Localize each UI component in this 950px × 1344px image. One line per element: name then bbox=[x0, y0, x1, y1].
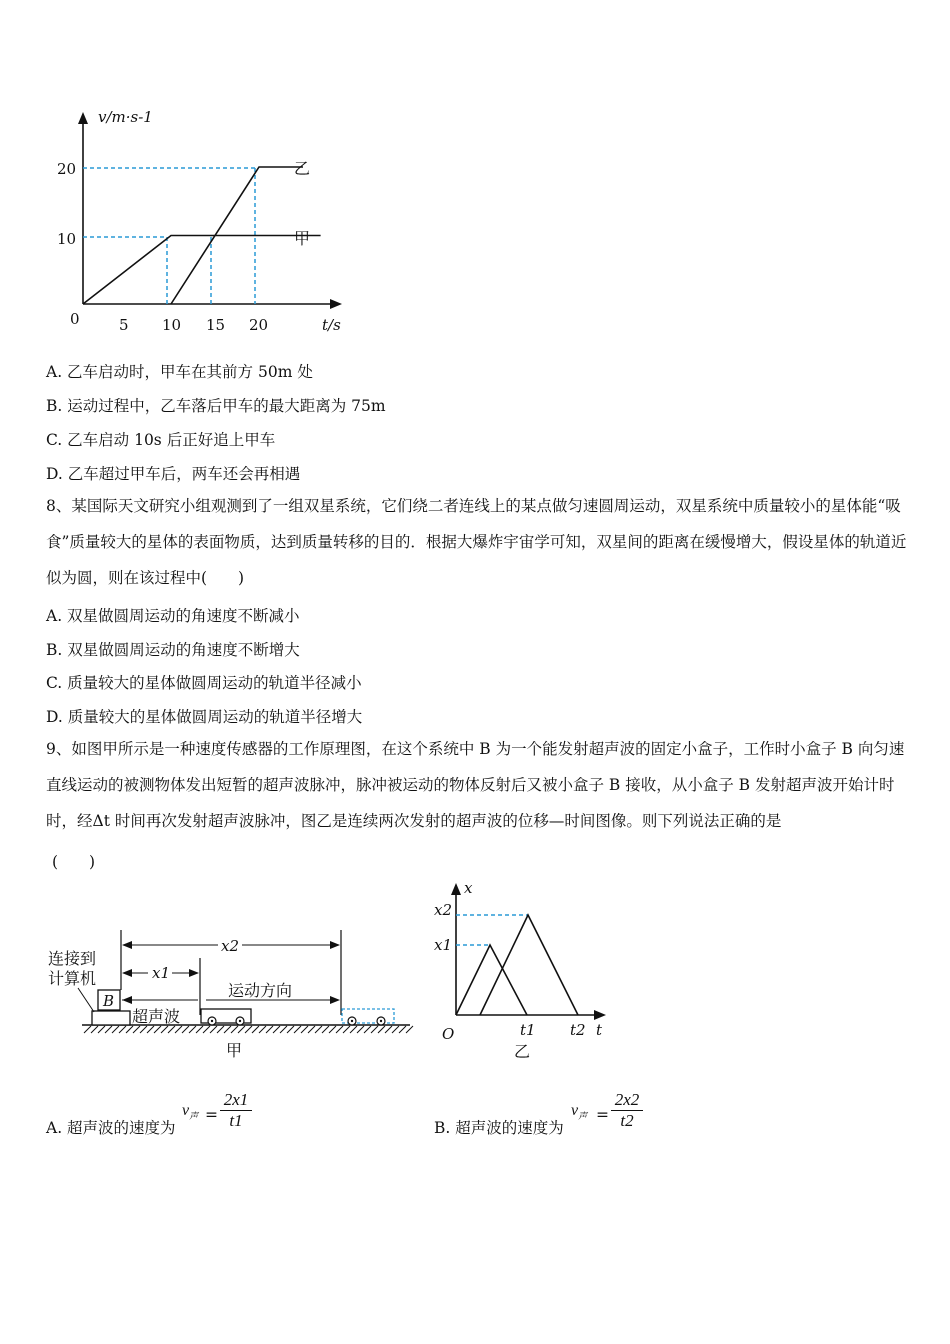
vt-x-label: t/s bbox=[322, 316, 341, 334]
hatch-stroke bbox=[322, 1026, 329, 1033]
wave-label: 超声波 bbox=[132, 1007, 181, 1026]
q9-option-b-fraction bbox=[609, 1090, 645, 1131]
hatch-stroke bbox=[231, 1026, 238, 1033]
yi-pulse-1 bbox=[456, 945, 527, 1015]
q9-a-v-sub: 声 bbox=[189, 1111, 199, 1122]
hatch-stroke bbox=[385, 1026, 392, 1033]
q7-option-d: D. 乙车超过甲车后，两车还会再相遇 bbox=[46, 465, 301, 483]
hatch-stroke bbox=[105, 1026, 112, 1033]
hatch-stroke bbox=[245, 1026, 252, 1033]
hatch-stroke bbox=[364, 1026, 371, 1033]
hatch-stroke bbox=[238, 1026, 245, 1033]
fig-jia bbox=[40, 920, 420, 1070]
box-b-label: B bbox=[103, 992, 115, 1010]
q9-option-a-fraction bbox=[218, 1090, 254, 1131]
q9-b-den: t2 bbox=[620, 1111, 634, 1130]
yi-t-label: t bbox=[596, 1021, 603, 1039]
hatch-stroke bbox=[252, 1026, 259, 1033]
dim-x2-arrow-left bbox=[122, 941, 132, 949]
dim-x2-label: x2 bbox=[221, 937, 240, 955]
yi-x1-label: x1 bbox=[434, 936, 453, 954]
hatch-stroke bbox=[273, 1026, 280, 1033]
vt-xtick-15: 15 bbox=[206, 316, 226, 334]
vt-ytick-20: 20 bbox=[57, 160, 77, 178]
direction-arrow-head bbox=[330, 996, 340, 1004]
cart-1-axle-1 bbox=[211, 1020, 213, 1022]
fig-jia-caption: 甲 bbox=[226, 1041, 243, 1060]
q8-option-d: D. 质量较大的星体做圆周运动的轨道半径增大 bbox=[46, 708, 363, 726]
vt-x-arrow bbox=[330, 299, 342, 309]
series-jia-line bbox=[83, 236, 321, 305]
ground-hatch bbox=[84, 1026, 413, 1033]
cart-2-axle-1 bbox=[351, 1020, 353, 1022]
wire bbox=[78, 988, 94, 1012]
q9-option-a-prefix: A. 超声波的速度为 bbox=[46, 1119, 176, 1137]
hatch-stroke bbox=[154, 1026, 161, 1033]
connect-label-1: 连接到 bbox=[48, 949, 97, 968]
q9-option-b-eq: = bbox=[596, 1106, 609, 1124]
q8-option-a: A. 双星做圆周运动的角速度不断减小 bbox=[46, 607, 300, 625]
series-jia-label: 甲 bbox=[294, 229, 311, 248]
q9-a-v: v bbox=[182, 1102, 190, 1119]
hatch-stroke bbox=[84, 1026, 91, 1033]
hatch-stroke bbox=[259, 1026, 266, 1033]
hatch-stroke bbox=[119, 1026, 126, 1033]
q9-a-num: 2x1 bbox=[223, 1090, 249, 1109]
hatch-stroke bbox=[217, 1026, 224, 1033]
q8-option-c: C. 质量较大的星体做圆周运动的轨道半径减小 bbox=[46, 674, 362, 692]
q9-option-a-eq: = bbox=[205, 1106, 218, 1124]
yi-t2-label: t2 bbox=[570, 1021, 586, 1039]
q9-option-b-v bbox=[571, 1102, 587, 1122]
hatch-stroke bbox=[350, 1026, 357, 1033]
hatch-stroke bbox=[399, 1026, 406, 1033]
dim-x1-label: x1 bbox=[152, 964, 171, 982]
vt-xtick-5: 5 bbox=[119, 316, 129, 334]
base-block bbox=[92, 1011, 130, 1025]
dim-x2-arrow-right bbox=[330, 941, 340, 949]
q9-option-a-v bbox=[182, 1102, 198, 1122]
hatch-stroke bbox=[147, 1026, 154, 1033]
vt-origin: 0 bbox=[70, 310, 80, 328]
q9-a-den: t1 bbox=[229, 1111, 243, 1130]
hatch-stroke bbox=[294, 1026, 301, 1033]
yi-t1-label: t1 bbox=[520, 1021, 536, 1039]
hatch-stroke bbox=[392, 1026, 399, 1033]
hatch-stroke bbox=[329, 1026, 336, 1033]
wave-arrow-head-left bbox=[122, 996, 132, 1004]
hatch-stroke bbox=[343, 1026, 350, 1033]
hatch-stroke bbox=[112, 1026, 119, 1033]
q9-b-v-sub: 声 bbox=[578, 1111, 588, 1122]
yi-x-arrow bbox=[594, 1010, 606, 1020]
direction-label: 运动方向 bbox=[228, 981, 293, 1000]
q9-option-b-prefix: B. 超声波的速度为 bbox=[434, 1119, 564, 1137]
q9-b-num: 2x2 bbox=[614, 1090, 640, 1109]
q7-option-a: A. 乙车启动时，甲车在其前方 50m 处 bbox=[46, 363, 313, 381]
vt-y-arrow bbox=[78, 112, 88, 124]
hatch-stroke bbox=[315, 1026, 322, 1033]
q9-b-v: v bbox=[571, 1102, 579, 1119]
hatch-stroke bbox=[301, 1026, 308, 1033]
q7-option-c: C. 乙车启动 10s 后正好追上甲车 bbox=[46, 431, 276, 449]
connect-label-2: 计算机 bbox=[48, 969, 97, 988]
yi-y-arrow bbox=[451, 883, 461, 895]
yi-x2-label: x2 bbox=[434, 901, 453, 919]
vt-chart bbox=[40, 100, 360, 340]
cart-1-axle-2 bbox=[239, 1020, 241, 1022]
hatch-stroke bbox=[210, 1026, 217, 1033]
dim-x1-arrow-left bbox=[122, 969, 132, 977]
hatch-stroke bbox=[98, 1026, 105, 1033]
hatch-stroke bbox=[133, 1026, 140, 1033]
hatch-stroke bbox=[266, 1026, 273, 1033]
hatch-stroke bbox=[287, 1026, 294, 1033]
hatch-stroke bbox=[161, 1026, 168, 1033]
hatch-stroke bbox=[371, 1026, 378, 1033]
hatch-stroke bbox=[175, 1026, 182, 1033]
vt-y-label: v/m·s-1 bbox=[98, 108, 153, 126]
vt-ytick-10: 10 bbox=[57, 230, 77, 248]
cart-2-axle-2 bbox=[380, 1020, 382, 1022]
hatch-stroke bbox=[182, 1026, 189, 1033]
hatch-stroke bbox=[280, 1026, 287, 1033]
hatch-stroke bbox=[126, 1026, 133, 1033]
hatch-stroke bbox=[308, 1026, 315, 1033]
dim-x1-arrow-right bbox=[189, 969, 199, 977]
hatch-stroke bbox=[336, 1026, 343, 1033]
q9-stem: 9、如图甲所示是一种速度传感器的工作原理图，在这个系统中 B 为一个能发射超声波的固定小盒子，工作时小盒子 B 向匀速直线运动的被测物体发出短暂的超声波脉冲，脉冲被运动的物体反射后又被小盒子 B 接收，从小盒子 B 发射超声波开始计时时，经Δt 时间再次发射超声波脉冲，图乙是连续两次发射的超声波的位移—时间图像。则下列说法正确的是 bbox=[46, 740, 905, 830]
q8-option-b: B. 双星做圆周运动的角速度不断增大 bbox=[46, 641, 300, 659]
yi-origin: O bbox=[442, 1025, 455, 1043]
yi-pulse-2 bbox=[480, 915, 578, 1015]
hatch-stroke bbox=[168, 1026, 175, 1033]
fig-yi-caption: 乙 bbox=[514, 1042, 531, 1061]
hatch-stroke bbox=[196, 1026, 203, 1033]
hatch-stroke bbox=[224, 1026, 231, 1033]
hatch-stroke bbox=[357, 1026, 364, 1033]
q8-stem: 8、某国际天文研究小组观测到了一组双星系统，它们绕二者连线上的某点做匀速圆周运动，双星系统中质量较小的星体能“吸食”质量较大的星体的表面物质，达到质量转移的目的．根据大爆炸宇宙学可知，双星间的距离在缓慢增大，假设星体的轨道近似为圆，则在该过程中( ) bbox=[46, 497, 907, 587]
vt-xtick-20: 20 bbox=[249, 316, 269, 334]
hatch-stroke bbox=[406, 1026, 413, 1033]
yi-x-label: x bbox=[464, 879, 473, 897]
fig-yi bbox=[430, 875, 620, 1065]
q9-paren: ( ) bbox=[52, 853, 96, 871]
hatch-stroke bbox=[378, 1026, 385, 1033]
hatch-stroke bbox=[91, 1026, 98, 1033]
vt-xtick-10: 10 bbox=[162, 316, 182, 334]
hatch-stroke bbox=[189, 1026, 196, 1033]
hatch-stroke bbox=[203, 1026, 210, 1033]
hatch-stroke bbox=[140, 1026, 147, 1033]
q7-option-b: B. 运动过程中，乙车落后甲车的最大距离为 75m bbox=[46, 397, 386, 415]
series-yi-label: 乙 bbox=[294, 159, 311, 178]
